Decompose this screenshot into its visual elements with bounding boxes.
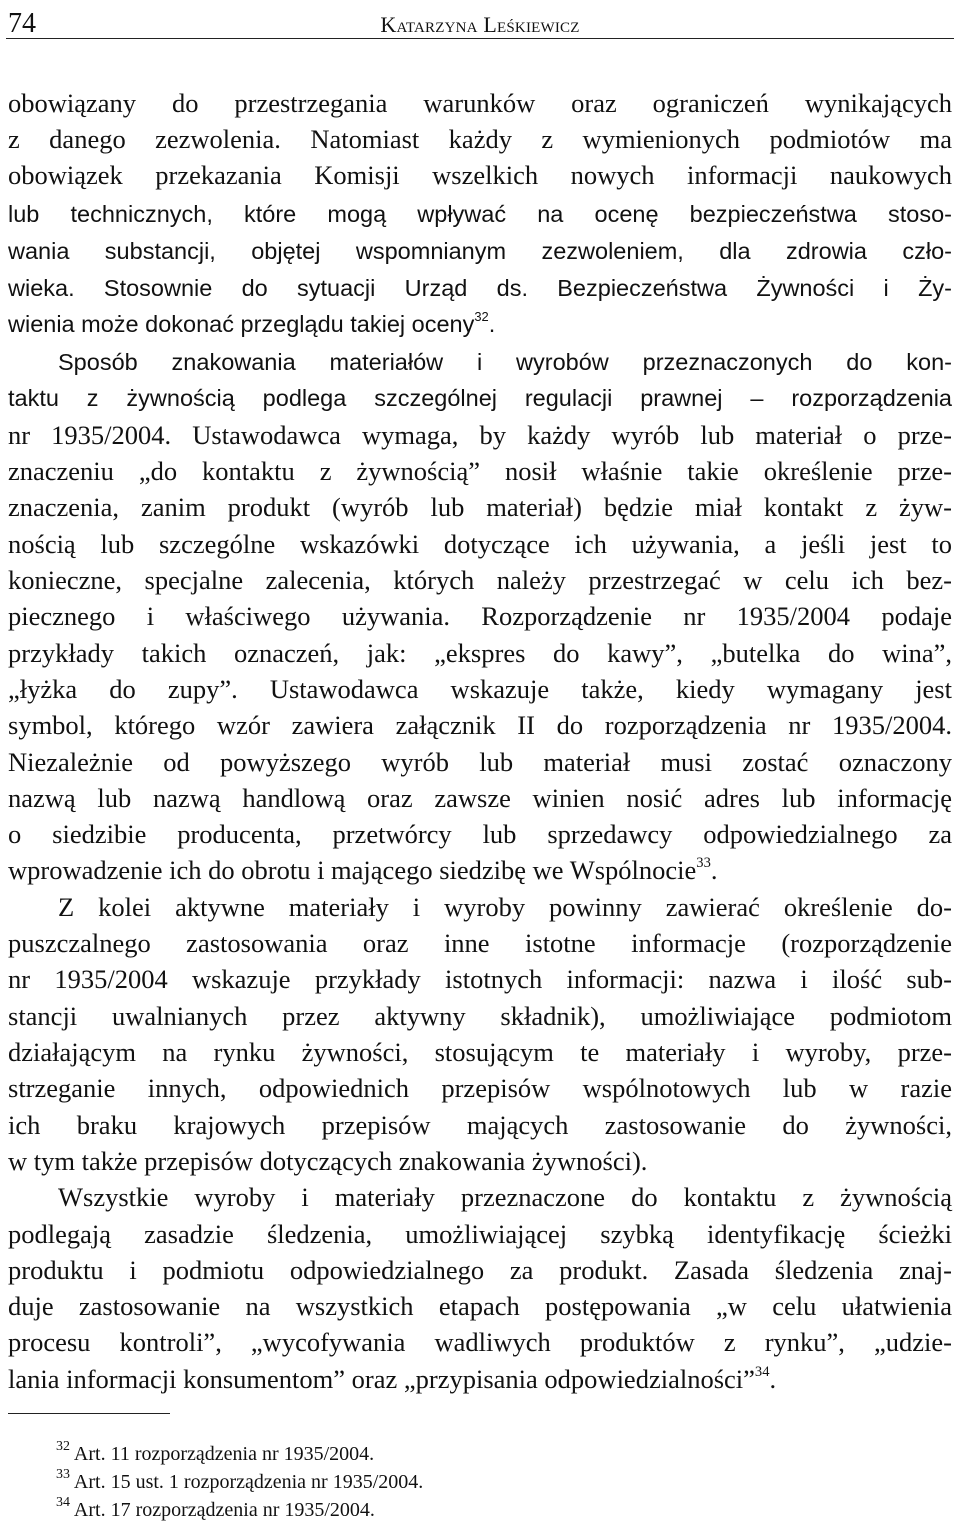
text-line: wania substancji, objętej wspomnianym zezwoleniem, dla zdrowia czło- [8,238,952,264]
text-line: Niezależnie od powyższego wyrób lub materiał musi zostać oznaczony [8,747,952,777]
text-line: produktu i podmiotu odpowiedzialnego za produkt. Zasada śledzenia znaj- [8,1255,952,1285]
text-line: obowiązek przekazania Komisji wszelkich nowych informacji naukowych [8,160,952,190]
footnote-ref: 32 [474,309,489,325]
text-line: wienia może dokonać przeglądu takiej oceny$^{32}$. [8,309,496,337]
footnote [56,1468,423,1496]
text-line: taktu z żywnością podlega szczególnej regulacji prawnej – rozporządzenia [8,385,952,411]
text-line: symbol, którego wzór zawiera załącznik II do rozporządzenia nr 1935/2004. [8,710,952,740]
text-line: obowiązany do przestrzegania warunków oraz ograniczeń wynikających [8,88,952,118]
text-line: o siedzibie producenta, przetwórcy lub sprzedawcy odpowiedzialnego za [8,819,952,849]
text-line: podlegają zasadzie śledzenia, umożliwiającej szybką identyfikację ścieżki [8,1219,952,1249]
footnote-ref: 33 [696,855,711,871]
text-line: znaczenia, zanim produkt (wyrób lub materiał) będzie miał kontakt z żyw- [8,492,952,522]
text-line: nr 1935/2004 wskazuje przykłady istotnych informacji: nazwa i ilość sub- [8,964,952,994]
footnote-separator [8,1413,170,1414]
text-line: piecznego i właściwego używania. Rozporządzenie nr 1935/2004 podaje [8,601,952,631]
footnote [56,1496,375,1524]
text-line: znaczeniu „do kontaktu z żywnością” nosił właśnie takie określenie prze- [8,456,952,486]
text-line: wieka. Stosownie do sytuacji Urząd ds. Bezpieczeństwa Żywności i Ży- [8,275,952,301]
text-line: nazwą lub nazwą handlową oraz zawsze winien nosić adres lub informację [8,783,952,813]
text-line: „łyżka do zupy”. Ustawodawca wskazuje także, kiedy wymagany jest [8,674,952,704]
footnote-number: 33 [56,1467,70,1483]
footnote-text: Art. 15 ust. 1 rozporządzenia nr 1935/2004. [73,1471,424,1493]
text-line: stancji uwalnianych przez aktywny składnik), umożliwiające podmiotom [8,1001,952,1031]
text-line: lania informacji konsumentom” oraz „przypisania odpowiedzialności”$^{34}$. [8,1364,777,1394]
footnote-number: 34 [56,1495,70,1511]
running-title: Katarzyna Leśkiewicz [380,12,580,37]
text-line: Wszystkie wyroby i materiały przeznaczone do kontaktu z żywnością [58,1182,952,1212]
text-line: procesu kontroli”, „wycofywania wadliwych produktów z rynku”, „udzie- [8,1327,952,1357]
text-line: konieczne, specjalne zalecenia, których należy przestrzegać w celu ich bez- [8,565,952,595]
text-line: Z kolei aktywne materiały i wyroby powinny zawierać określenie do- [58,892,952,922]
text-line: puszczalnego zastosowania oraz inne istotne informacje (rozporządzenie [8,928,952,958]
text-line: nością lub szczególne wskazówki dotyczące ich używania, a jeśli jest to [8,529,952,559]
text-line: w tym także przepisów dotyczących znakowania żywności). [8,1146,648,1176]
text-line: strzeganie innych, odpowiednich przepisów wspólnotowych lub w razie [8,1073,952,1103]
text-line: ich braku krajowych przepisów mających zastosowanie do żywności, [8,1110,952,1140]
footnote-text: Art. 17 rozporządzenia nr 1935/2004. [73,1499,375,1521]
text-line: duje zastosowanie na wszystkich etapach postępowania „w celu ułatwienia [8,1291,952,1321]
footnote-number: 32 [56,1439,70,1455]
text-line: Sposób znakowania materiałów i wyrobów przeznaczonych do kon- [58,349,952,375]
footnote-ref: 34 [754,1364,770,1380]
text-line: działającym na rynku żywności, stosującym te materiały i wyroby, prze- [8,1037,952,1067]
text-line: lub technicznych, które mogą wpływać na ocenę bezpieczeństwa stoso- [8,201,952,227]
text-line: z danego zezwolenia. Natomiast każdy z wymienionych podmiotów ma [8,124,952,154]
header-rule [6,38,954,39]
text-line: wprowadzenie ich do obrotu i mającego siedzibę we Wspólnocie$^{33}$. [8,855,718,885]
footnote [56,1440,374,1468]
footnote-text: Art. 11 rozporządzenia nr 1935/2004. [73,1443,375,1465]
page-number: 74 [8,8,36,39]
text-line: przykłady takich oznaczeń, jak: „ekspres do kawy”, „butelka do wina”, [8,638,952,668]
text-line: nr 1935/2004. Ustawodawca wymaga, by każdy wyrób lub materiał o prze- [8,420,952,450]
